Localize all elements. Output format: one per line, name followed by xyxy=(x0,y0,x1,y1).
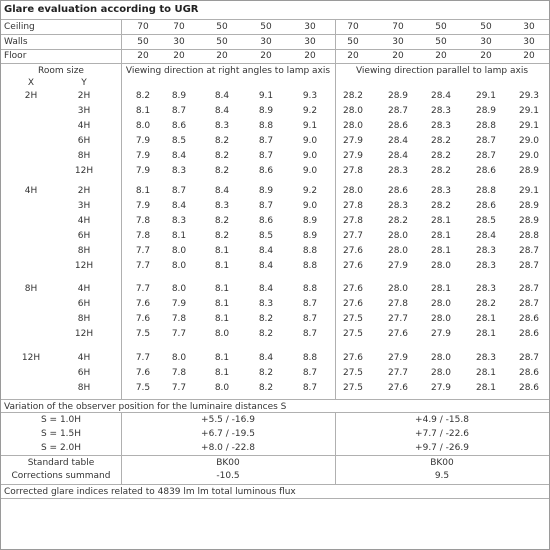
room-y-value: 6H xyxy=(77,299,91,309)
ugr-value: 8.7 xyxy=(302,329,318,339)
h-rule xyxy=(1,399,549,400)
ugr-value: 7.6 xyxy=(135,368,151,378)
ugr-value: 27.8 xyxy=(387,299,409,309)
ugr-value: 8.7 xyxy=(258,201,274,211)
ugr-value: 8.2 xyxy=(135,91,151,101)
ugr-value: 28.1 xyxy=(430,231,452,241)
room-y-value: 6H xyxy=(77,231,91,241)
reflectance-floor-value: 20 xyxy=(347,51,359,61)
y-label: Y xyxy=(81,78,87,88)
h-rule xyxy=(1,484,549,485)
ugr-value: 28.9 xyxy=(475,106,497,116)
ugr-value: 9.0 xyxy=(302,151,318,161)
variation-right-value: +8.0 / -22.8 xyxy=(201,443,255,453)
ugr-value: 8.7 xyxy=(258,136,274,146)
ugr-value: 28.1 xyxy=(475,368,497,378)
ugr-value: 8.1 xyxy=(214,353,230,363)
room-y-value: 8H xyxy=(77,246,91,256)
ugr-value: 8.5 xyxy=(171,136,187,146)
ugr-value: 7.7 xyxy=(135,246,151,256)
reflectance-floor-value: 20 xyxy=(523,51,535,61)
ugr-value: 8.4 xyxy=(171,151,187,161)
ugr-value: 27.9 xyxy=(342,136,364,146)
reflectance-floor-value: 20 xyxy=(480,51,492,61)
ugr-value: 7.7 xyxy=(171,383,187,393)
ugr-value: 8.3 xyxy=(258,299,274,309)
ugr-value: 29.1 xyxy=(518,106,540,116)
ugr-value: 28.4 xyxy=(387,151,409,161)
ugr-value: 8.0 xyxy=(171,261,187,271)
room-y-value: 8H xyxy=(77,383,91,393)
ugr-value: 28.3 xyxy=(430,121,452,131)
ugr-value: 28.7 xyxy=(518,353,540,363)
table-title: Glare evaluation according to UGR xyxy=(4,4,199,15)
room-y-value: 3H xyxy=(77,201,91,211)
reflectance-ceiling-value: 50 xyxy=(480,22,492,32)
reflectance-ceiling-value: 50 xyxy=(216,22,228,32)
ugr-value: 8.1 xyxy=(214,284,230,294)
ugr-value: 28.7 xyxy=(518,246,540,256)
reflectance-walls-value: 30 xyxy=(480,37,492,47)
ugr-value: 28.1 xyxy=(475,329,497,339)
reflectance-label-walls: Walls xyxy=(4,37,28,47)
ugr-value: 28.1 xyxy=(475,314,497,324)
ugr-value: 9.2 xyxy=(302,106,318,116)
ugr-value: 8.1 xyxy=(214,314,230,324)
variation-parallel-value: +9.7 / -26.9 xyxy=(415,443,469,453)
ugr-value: 8.0 xyxy=(171,246,187,256)
standard-table-label: Standard table xyxy=(27,458,95,468)
ugr-value: 8.1 xyxy=(135,106,151,116)
ugr-value: 28.0 xyxy=(430,353,452,363)
h-rule xyxy=(1,498,549,499)
room-x-value: 2H xyxy=(24,91,38,101)
reflectance-walls-value: 30 xyxy=(392,37,404,47)
variation-parallel-value: +7.7 / -22.6 xyxy=(415,429,469,439)
ugr-value: 28.8 xyxy=(475,186,497,196)
ugr-value: 27.5 xyxy=(342,329,364,339)
ugr-value: 29.3 xyxy=(518,91,540,101)
ugr-value: 7.6 xyxy=(135,314,151,324)
ugr-value: 28.0 xyxy=(387,246,409,256)
ugr-value: 28.2 xyxy=(430,166,452,176)
ugr-value: 7.8 xyxy=(171,314,187,324)
ugr-value: 27.8 xyxy=(342,201,364,211)
corrections-parallel: 9.5 xyxy=(434,471,450,481)
room-y-value: 3H xyxy=(77,106,91,116)
reflectance-label-ceiling: Ceiling xyxy=(4,22,35,32)
ugr-value: 7.9 xyxy=(135,136,151,146)
room-y-value: 12H xyxy=(74,166,94,176)
ugr-value: 8.5 xyxy=(258,231,274,241)
ugr-value: 8.8 xyxy=(302,284,318,294)
ugr-value: 8.2 xyxy=(258,314,274,324)
h-rule xyxy=(1,34,549,35)
reflectance-ceiling-value: 70 xyxy=(173,22,185,32)
reflectance-walls-value: 50 xyxy=(137,37,149,47)
ugr-value: 28.2 xyxy=(475,299,497,309)
ugr-value: 8.1 xyxy=(214,368,230,378)
ugr-value: 9.2 xyxy=(302,186,318,196)
ugr-value: 28.6 xyxy=(518,383,540,393)
ugr-value: 8.7 xyxy=(302,368,318,378)
ugr-value: 28.7 xyxy=(518,299,540,309)
x-label: X xyxy=(27,78,35,88)
ugr-value: 28.7 xyxy=(475,136,497,146)
ugr-value: 28.9 xyxy=(518,166,540,176)
reflectance-floor-value: 20 xyxy=(304,51,316,61)
reflectance-walls-value: 30 xyxy=(173,37,185,47)
ugr-value: 8.4 xyxy=(258,246,274,256)
ugr-value: 28.0 xyxy=(387,231,409,241)
ugr-value: 8.3 xyxy=(214,201,230,211)
ugr-value: 8.4 xyxy=(258,353,274,363)
ugr-value: 8.0 xyxy=(171,353,187,363)
ugr-value: 8.7 xyxy=(302,299,318,309)
ugr-value: 28.4 xyxy=(430,91,452,101)
reflectance-floor-value: 20 xyxy=(137,51,149,61)
ugr-value: 28.6 xyxy=(518,314,540,324)
room-y-value: 4H xyxy=(77,121,91,131)
ugr-value: 28.4 xyxy=(475,231,497,241)
ugr-value: 28.7 xyxy=(518,284,540,294)
ugr-value: 28.0 xyxy=(342,121,364,131)
ugr-value: 28.3 xyxy=(475,246,497,256)
reflectance-walls-value: 50 xyxy=(216,37,228,47)
ugr-value: 8.4 xyxy=(258,284,274,294)
ugr-value: 28.0 xyxy=(342,106,364,116)
ugr-value: 8.8 xyxy=(302,353,318,363)
variation-parallel-value: +4.9 / -15.8 xyxy=(415,415,469,425)
ugr-value: 27.9 xyxy=(430,329,452,339)
room-y-value: 4H xyxy=(77,284,91,294)
ugr-value: 27.9 xyxy=(430,383,452,393)
ugr-value: 7.5 xyxy=(135,383,151,393)
variation-right-value: +5.5 / -16.9 xyxy=(201,415,255,425)
ugr-value: 29.1 xyxy=(475,91,497,101)
h-rule xyxy=(1,19,549,20)
variation-row-label: S = 2.0H xyxy=(40,443,82,453)
ugr-value: 27.6 xyxy=(387,329,409,339)
ugr-value: 8.2 xyxy=(214,166,230,176)
ugr-value: 27.5 xyxy=(342,368,364,378)
ugr-value: 7.7 xyxy=(135,261,151,271)
room-y-value: 2H xyxy=(77,186,91,196)
ugr-value: 28.0 xyxy=(387,284,409,294)
ugr-value: 8.0 xyxy=(214,329,230,339)
reflectance-label-floor: Floor xyxy=(4,51,27,61)
ugr-value: 8.9 xyxy=(302,231,318,241)
ugr-value: 8.0 xyxy=(135,121,151,131)
room-y-value: 2H xyxy=(77,91,91,101)
standard-table-parallel: BK00 xyxy=(430,458,454,468)
ugr-value: 29.0 xyxy=(518,151,540,161)
ugr-value: 7.9 xyxy=(135,201,151,211)
variation-row-label: S = 1.0H xyxy=(40,415,82,425)
room-y-value: 6H xyxy=(77,136,91,146)
ugr-value: 8.6 xyxy=(258,216,274,226)
ugr-value: 28.6 xyxy=(387,121,409,131)
ugr-value: 8.6 xyxy=(258,166,274,176)
ugr-value: 27.5 xyxy=(342,383,364,393)
ugr-value: 7.9 xyxy=(171,299,187,309)
ugr-value: 8.2 xyxy=(258,329,274,339)
ugr-value: 8.4 xyxy=(258,261,274,271)
ugr-value: 28.3 xyxy=(475,284,497,294)
ugr-value: 8.2 xyxy=(258,368,274,378)
ugr-value: 28.6 xyxy=(475,201,497,211)
ugr-value: 27.8 xyxy=(342,216,364,226)
ugr-value: 8.4 xyxy=(214,91,230,101)
ugr-value: 28.2 xyxy=(342,91,364,101)
ugr-value: 28.2 xyxy=(387,216,409,226)
ugr-value: 8.7 xyxy=(258,151,274,161)
room-y-value: 6H xyxy=(77,368,91,378)
variation-right-value: +6.7 / -19.5 xyxy=(201,429,255,439)
ugr-value: 9.0 xyxy=(302,136,318,146)
ugr-value: 8.9 xyxy=(258,106,274,116)
ugr-value: 27.7 xyxy=(342,231,364,241)
ugr-value: 28.1 xyxy=(430,216,452,226)
reflectance-ceiling-value: 30 xyxy=(304,22,316,32)
reflectance-floor-value: 20 xyxy=(173,51,185,61)
ugr-value: 28.1 xyxy=(430,284,452,294)
parallel-header: Viewing direction parallel to lamp axis xyxy=(355,66,529,76)
room-y-value: 4H xyxy=(77,353,91,363)
corrections-label: Corrections summand xyxy=(11,471,111,481)
ugr-value: 7.8 xyxy=(135,231,151,241)
ugr-value: 8.4 xyxy=(214,186,230,196)
ugr-value: 8.7 xyxy=(171,186,187,196)
ugr-value: 27.9 xyxy=(387,261,409,271)
ugr-value: 8.6 xyxy=(171,121,187,131)
ugr-value: 28.0 xyxy=(342,186,364,196)
reflectance-ceiling-value: 50 xyxy=(435,22,447,32)
ugr-value: 28.0 xyxy=(430,314,452,324)
footer-note: Corrected glare indices related to 4839 lm lm total luminous flux xyxy=(4,487,296,497)
ugr-value: 27.6 xyxy=(342,261,364,271)
ugr-value: 28.5 xyxy=(475,216,497,226)
room-x-value: 8H xyxy=(24,284,38,294)
ugr-value: 8.8 xyxy=(258,121,274,131)
ugr-value: 28.6 xyxy=(475,166,497,176)
ugr-value: 8.9 xyxy=(258,186,274,196)
ugr-value: 8.7 xyxy=(302,314,318,324)
ugr-value: 9.1 xyxy=(302,121,318,131)
variation-row-label: S = 1.5H xyxy=(40,429,82,439)
ugr-value: 8.2 xyxy=(214,136,230,146)
room-size-label: Room size xyxy=(38,66,84,76)
reflectance-ceiling-value: 70 xyxy=(137,22,149,32)
ugr-value: 7.6 xyxy=(135,299,151,309)
ugr-value: 7.7 xyxy=(135,284,151,294)
ugr-value: 27.7 xyxy=(387,314,409,324)
room-y-value: 8H xyxy=(77,151,91,161)
ugr-value: 7.9 xyxy=(135,151,151,161)
h-rule xyxy=(1,412,549,413)
ugr-value: 8.3 xyxy=(171,166,187,176)
ugr-value: 8.1 xyxy=(135,186,151,196)
ugr-value: 28.6 xyxy=(518,329,540,339)
room-x-value: 12H xyxy=(21,353,41,363)
reflectance-ceiling-value: 70 xyxy=(347,22,359,32)
ugr-value: 28.3 xyxy=(387,166,409,176)
ugr-value: 28.3 xyxy=(430,186,452,196)
room-x-value: 4H xyxy=(24,186,38,196)
ugr-value: 28.3 xyxy=(387,201,409,211)
ugr-value: 9.0 xyxy=(302,166,318,176)
ugr-value: 29.1 xyxy=(518,186,540,196)
ugr-value: 8.7 xyxy=(302,383,318,393)
ugr-value: 29.1 xyxy=(518,121,540,131)
ugr-value: 8.1 xyxy=(171,231,187,241)
ugr-value: 8.4 xyxy=(171,201,187,211)
ugr-value: 28.7 xyxy=(518,261,540,271)
ugr-value: 27.6 xyxy=(387,383,409,393)
reflectance-walls-value: 50 xyxy=(435,37,447,47)
ugr-value: 27.9 xyxy=(342,151,364,161)
reflectance-ceiling-value: 70 xyxy=(392,22,404,32)
ugr-value: 7.8 xyxy=(135,216,151,226)
ugr-value: 8.3 xyxy=(171,216,187,226)
reflectance-floor-value: 20 xyxy=(260,51,272,61)
room-y-value: 8H xyxy=(77,314,91,324)
h-rule xyxy=(1,455,549,456)
ugr-value: 8.1 xyxy=(214,261,230,271)
ugr-value: 28.1 xyxy=(475,383,497,393)
ugr-value: 8.4 xyxy=(214,106,230,116)
ugr-value: 8.7 xyxy=(171,106,187,116)
ugr-value: 27.6 xyxy=(342,284,364,294)
ugr-value: 28.6 xyxy=(387,186,409,196)
ugr-value: 28.2 xyxy=(430,151,452,161)
ugr-value: 28.3 xyxy=(430,106,452,116)
reflectance-walls-value: 30 xyxy=(260,37,272,47)
ugr-value: 7.9 xyxy=(135,166,151,176)
ugr-value: 7.8 xyxy=(171,368,187,378)
reflectance-floor-value: 20 xyxy=(392,51,404,61)
h-rule xyxy=(1,63,549,64)
corrections-right: -10.5 xyxy=(216,471,240,481)
reflectance-ceiling-value: 50 xyxy=(260,22,272,32)
ugr-value: 7.7 xyxy=(171,329,187,339)
ugr-value: 8.2 xyxy=(214,231,230,241)
room-y-value: 4H xyxy=(77,216,91,226)
ugr-value: 28.8 xyxy=(475,121,497,131)
ugr-value: 9.0 xyxy=(302,201,318,211)
ugr-value: 28.6 xyxy=(518,368,540,378)
ugr-value: 28.0 xyxy=(430,261,452,271)
right-angles-header: Viewing direction at right angles to lamp axis xyxy=(125,66,331,76)
ugr-value: 7.7 xyxy=(135,353,151,363)
ugr-value: 28.3 xyxy=(475,353,497,363)
ugr-value: 27.9 xyxy=(387,353,409,363)
ugr-value: 8.1 xyxy=(214,246,230,256)
ugr-value: 7.5 xyxy=(135,329,151,339)
ugr-value: 8.0 xyxy=(214,383,230,393)
ugr-value: 28.1 xyxy=(430,246,452,256)
reflectance-floor-value: 20 xyxy=(435,51,447,61)
ugr-value: 8.3 xyxy=(214,121,230,131)
ugr-value: 28.9 xyxy=(518,216,540,226)
ugr-value: 8.8 xyxy=(302,246,318,256)
reflectance-ceiling-value: 30 xyxy=(523,22,535,32)
ugr-value: 8.2 xyxy=(214,216,230,226)
ugr-value: 8.9 xyxy=(171,91,187,101)
ugr-value: 9.3 xyxy=(302,91,318,101)
ugr-value: 28.9 xyxy=(518,201,540,211)
ugr-value: 27.8 xyxy=(342,166,364,176)
ugr-value: 28.8 xyxy=(518,231,540,241)
ugr-value: 8.1 xyxy=(214,299,230,309)
ugr-value: 28.7 xyxy=(475,151,497,161)
reflectance-floor-value: 20 xyxy=(216,51,228,61)
ugr-value: 28.2 xyxy=(430,136,452,146)
ugr-value: 9.1 xyxy=(258,91,274,101)
reflectance-walls-value: 50 xyxy=(347,37,359,47)
ugr-value: 28.3 xyxy=(475,261,497,271)
reflectance-walls-value: 30 xyxy=(523,37,535,47)
ugr-value: 27.6 xyxy=(342,353,364,363)
ugr-value: 27.6 xyxy=(342,246,364,256)
ugr-value: 27.7 xyxy=(387,368,409,378)
ugr-value: 8.2 xyxy=(258,383,274,393)
ugr-value: 29.0 xyxy=(518,136,540,146)
ugr-value: 8.2 xyxy=(214,151,230,161)
reflectance-walls-value: 30 xyxy=(304,37,316,47)
ugr-value: 8.0 xyxy=(171,284,187,294)
ugr-value: 28.0 xyxy=(430,368,452,378)
ugr-value: 28.4 xyxy=(387,136,409,146)
ugr-value: 8.9 xyxy=(302,216,318,226)
standard-table-right: BK00 xyxy=(216,458,240,468)
ugr-value: 27.6 xyxy=(342,299,364,309)
variation-label: Variation of the observer position for the luminaire distances S xyxy=(4,402,287,412)
ugr-value: 28.7 xyxy=(387,106,409,116)
room-y-value: 12H xyxy=(74,329,94,339)
ugr-value: 28.0 xyxy=(430,299,452,309)
ugr-value: 28.2 xyxy=(430,201,452,211)
ugr-value: 28.9 xyxy=(387,91,409,101)
ugr-value: 27.5 xyxy=(342,314,364,324)
room-y-value: 12H xyxy=(74,261,94,271)
ugr-value: 8.8 xyxy=(302,261,318,271)
